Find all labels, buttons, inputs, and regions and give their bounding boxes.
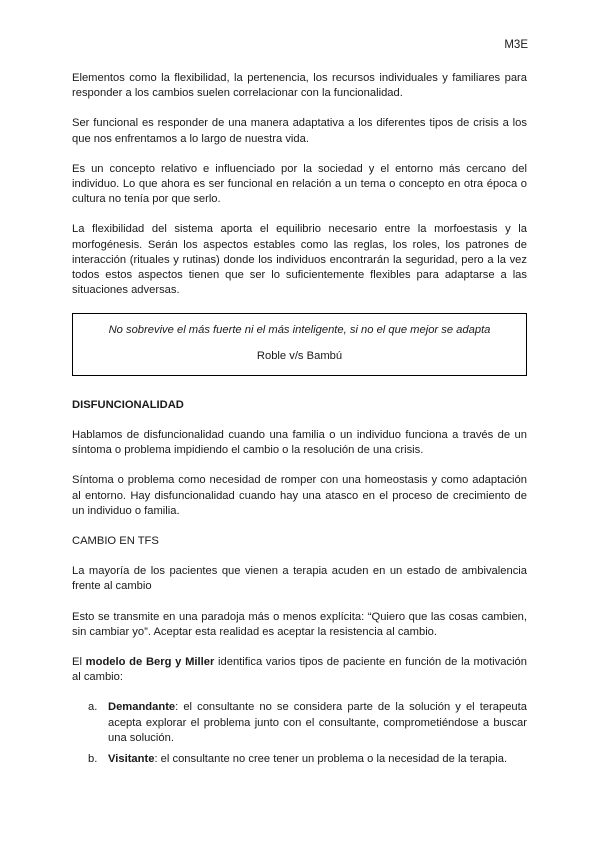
list-text: : el consultante no se considera parte de la solución y el terapeuta acepta explorar el problema junto con el consultante, comprometiéndose a buscar una solución. bbox=[108, 701, 527, 744]
paragraph-cambio-1: La mayoría de los pacientes que vienen a terapia acuden en un estado de ambivalencia frente al cambio bbox=[72, 565, 527, 593]
paragraph-flexibilidad: Elementos como la flexibilidad, la pertenencia, los recursos individuales y familiares para responder a los cambios suelen correlacionar con la funcionalidad. bbox=[72, 72, 527, 100]
list-term: Visitante bbox=[108, 753, 155, 766]
list-term: Demandante bbox=[108, 701, 176, 714]
quote-text: No sobrevive el más fuerte ni el más inteligente, si no el que mejor se adapta bbox=[108, 324, 491, 337]
model-intro-bold: modelo de Berg y Miller bbox=[85, 656, 215, 669]
paragraph-flexibilidad-sistema: La flexibilidad del sistema aporta el equilibrio necesario entre la morfoestasis y la morfogénesis. Serán los aspectos estables como las reglas, los roles, los patrones de interacción (rituales y rutinas) donde los individuos encontrarán la seguridad, pero a la vez todos estos aspectos tienen que ser lo suficientemente flexibles para adaptarse a las situaciones adversas. bbox=[72, 223, 527, 297]
list-item-demandante bbox=[72, 700, 527, 746]
list-marker: a. bbox=[88, 701, 98, 714]
heading-cambio-tfs: CAMBIO EN TFS bbox=[72, 535, 159, 548]
paragraph-disfuncionalidad-2: Síntoma o problema como necesidad de romper con una homeostasis y como adaptación al entorno. Hay disfuncionalidad cuando hay una atasco en el proceso de crecimiento de un individuo o familia. bbox=[72, 474, 527, 517]
model-intro-prefix: El bbox=[72, 656, 86, 669]
list-text: : el consultante no cree tener un problema o la necesidad de la terapia. bbox=[154, 753, 508, 766]
patient-types-list bbox=[72, 700, 527, 767]
list-item-visitante bbox=[72, 752, 527, 767]
model-intro-suffix: identifica varios tipos de paciente en función de la motivación al cambio: bbox=[72, 656, 527, 684]
paragraph-modelo-berg-miller bbox=[72, 655, 527, 685]
quote-caption: Roble v/s Bambú bbox=[256, 349, 343, 362]
heading-disfuncionalidad: DISFUNCIONALIDAD bbox=[72, 398, 184, 411]
document-body bbox=[72, 71, 527, 773]
page-id-header: M3E bbox=[504, 39, 528, 51]
paragraph-disfuncionalidad-1: Hablamos de disfuncionalidad cuando una familia o un individuo funciona a través de un síntoma o problema impidiendo el cambio o la resolución de una crisis. bbox=[72, 429, 527, 457]
paragraph-concepto-relativo: Es un concepto relativo e influenciado por la sociedad y el entorno más cercano del individuo. Lo que ahora es ser funcional en relación a un tema o concepto en otra época o cultura no tenía por que serlo. bbox=[72, 162, 527, 206]
list-marker: b. bbox=[88, 753, 98, 766]
paragraph-cambio-2: Esto se transmite en una paradoja más o menos explícita: “Quiero que las cosas cambien, sin cambiar yo”. Aceptar esta realidad es aceptar la resistencia al cambio. bbox=[72, 610, 527, 638]
quote-box bbox=[72, 313, 527, 375]
paragraph-ser-funcional: Ser funcional es responder de una manera adaptativa a los diferentes tipos de crisis a los que nos enfrentamos a lo largo de nuestra vida. bbox=[72, 117, 527, 145]
